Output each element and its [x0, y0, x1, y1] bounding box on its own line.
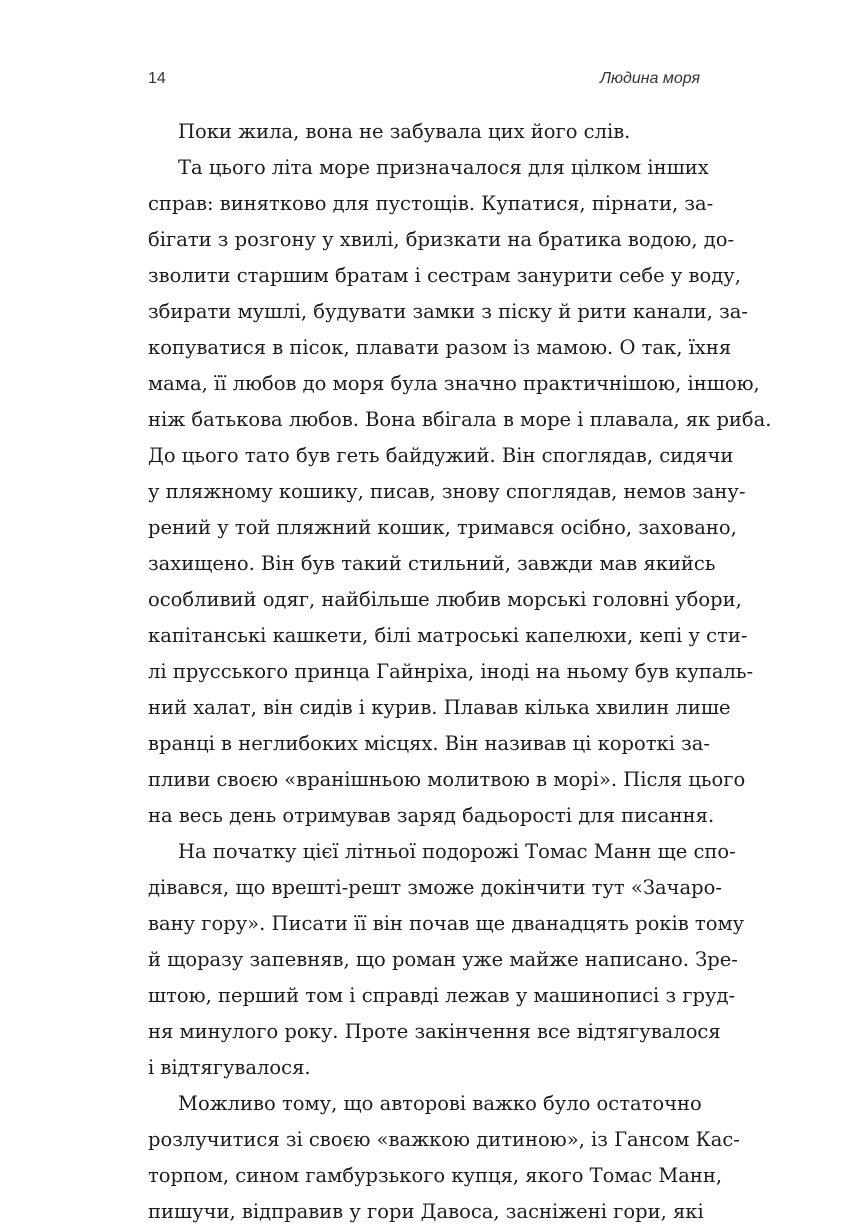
- text-line: і відтягувалося.: [148, 1056, 311, 1079]
- text-line: До цього тато був геть байдужий. Він споглядав, сидячи: [148, 444, 734, 467]
- text-line: рений у той пляжний кошик, тримався осібно, заховано,: [148, 516, 737, 539]
- text-line: бігати з розгону у хвилі, бризкати на братика водою, до-: [148, 228, 735, 251]
- text-line: вану гору». Писати її він почав ще дванадцять років тому: [148, 912, 745, 935]
- text-line: торпом, сином гамбурзького купця, якого Томас Манн,: [148, 1164, 723, 1187]
- paragraph: [148, 1086, 740, 1230]
- text-line: розлучитися зі своєю «важкою дитиною», із Гансом Кас-: [148, 1128, 740, 1151]
- text-line: ня минулого року. Проте закінчення все відтягувалося: [148, 1020, 721, 1043]
- text-line: штою, перший том і справді лежав у машинописі з груд-: [148, 984, 736, 1007]
- text-line: зволити старшим братам і сестрам занурити себе у воду,: [148, 264, 741, 287]
- text-line: на весь день отримував заряд бадьорості для писання.: [148, 804, 715, 827]
- text-line: Та цього літа море призначалося для цілком інших: [178, 156, 709, 179]
- text-line: збирати мушлі, будувати замки з піску й рити канали, за-: [148, 300, 748, 323]
- page-header: [148, 70, 700, 94]
- text-line: пливи своєю «вранішньою молитвою в морі». Після цього: [148, 768, 746, 791]
- text-line: Поки жила, вона не забувала цих його слів.: [178, 120, 631, 143]
- text-line: вранці в неглибоких місцях. Він називав ці короткі за-: [148, 732, 710, 755]
- text-line: дівався, що врешті-решт зможе докінчити тут «Зачаро-: [148, 876, 722, 899]
- paragraph: [148, 834, 745, 1086]
- text-line: особливий одяг, найбільше любив морські головні убори,: [148, 588, 742, 611]
- running-title: Людина моря: [599, 70, 700, 87]
- text-line: захищено. Він був такий стильний, завжди мав якийсь: [148, 552, 716, 575]
- paragraph: [148, 150, 772, 834]
- body-text: [148, 114, 772, 1230]
- text-line: ніж батькова любов. Вона вбігала в море і плавала, як риба.: [148, 408, 772, 431]
- text-line: капітанські кашкети, білі матроські капелюхи, кепі у сти-: [148, 624, 748, 647]
- text-line: Можливо тому, що авторові важко було остаточно: [178, 1092, 702, 1115]
- text-line: На початку цієї літньої подорожі Томас Манн ще спо-: [178, 840, 736, 863]
- text-line: ний халат, він сидів і курив. Плавав кілька хвилин лише: [148, 696, 731, 719]
- text-line: пишучи, відправив у гори Давоса, засніжені гори, які: [148, 1200, 704, 1223]
- text-line: й щоразу запевняв, що роман уже майже написано. Зре-: [148, 948, 738, 971]
- text-line: копуватися в пісок, плавати разом із мамою. О так, їхня: [148, 336, 732, 359]
- paragraph: [148, 114, 700, 150]
- page-number: 14: [148, 70, 166, 87]
- text-line: мама, її любов до моря була значно практичнішою, іншою,: [148, 372, 760, 395]
- text-line: справ: винятково для пустощів. Купатися, пірнати, за-: [148, 192, 714, 215]
- text-line: у пляжному кошику, писав, знову споглядав, немов зану-: [148, 480, 746, 503]
- text-line: лі прусського принца Гайнріха, іноді на ньому був купаль-: [148, 660, 754, 683]
